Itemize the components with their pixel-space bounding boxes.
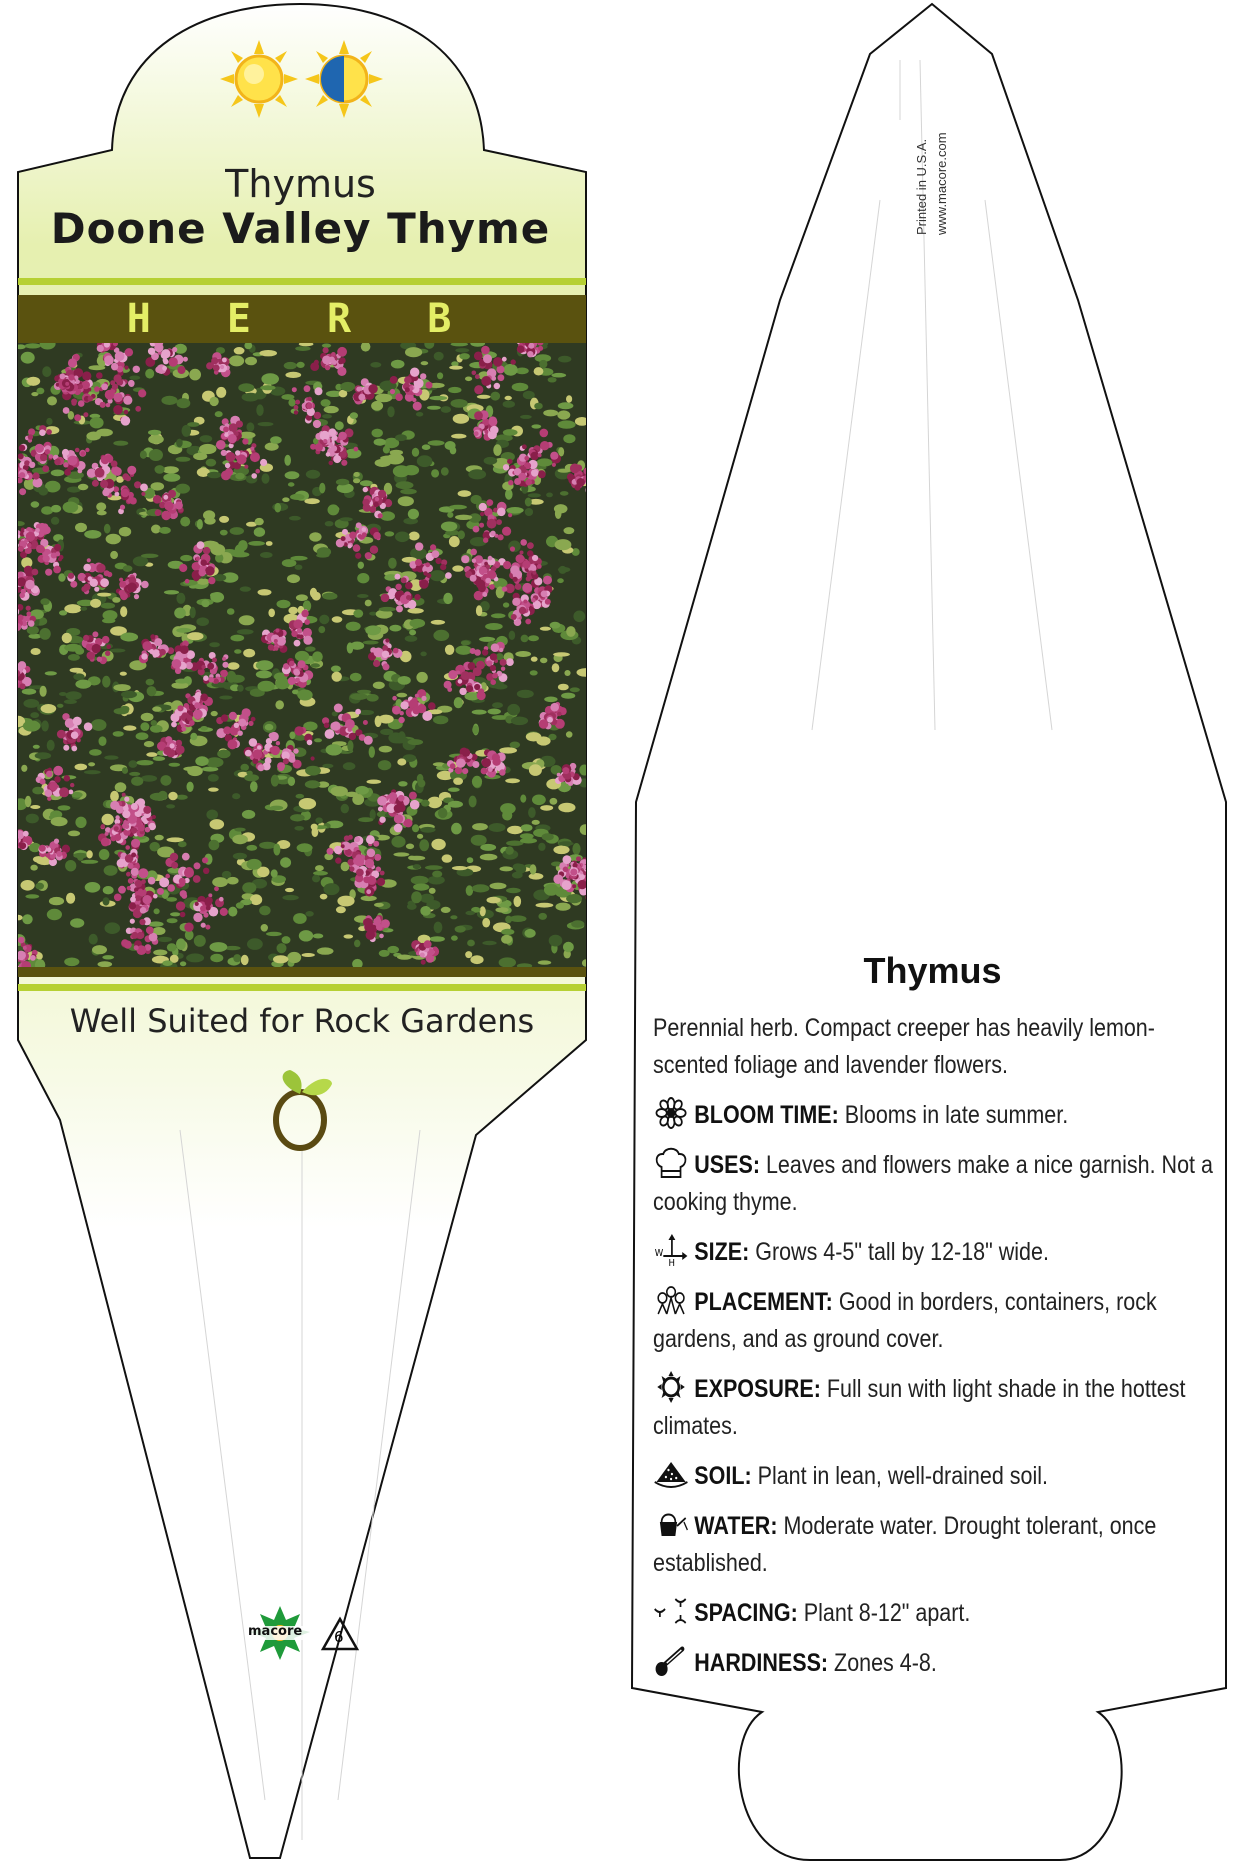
recycle-symbol: [320, 1616, 360, 1652]
attr-text: Good in borders, containers, rock gardens, and as ground cover.: [653, 1288, 1157, 1353]
attr-exposure: [653, 1371, 1225, 1445]
sun-outline-icon: [653, 1371, 689, 1403]
genus-name: Thymus: [225, 162, 376, 206]
attr-label: BLOOM TIME:: [694, 1101, 839, 1129]
attr-size: [653, 1234, 1225, 1271]
tagline: Well Suited for Rock Gardens: [69, 1002, 535, 1040]
watering-can-icon: [653, 1508, 689, 1540]
attr-label: SOIL:: [694, 1462, 752, 1490]
attr-label: WATER:: [694, 1512, 778, 1540]
part-sun-icon: [305, 40, 383, 118]
thermometer-icon: [653, 1645, 689, 1677]
plant-photo: [18, 343, 586, 967]
attr-uses: [653, 1147, 1225, 1221]
attr-text: Leaves and flowers make a nice garnish. Not a cooking thyme.: [653, 1151, 1213, 1216]
attr-placement: [653, 1284, 1225, 1358]
attr-text: Blooms in late summer.: [844, 1101, 1069, 1129]
attr-label: PLACEMENT:: [694, 1288, 833, 1316]
attr-label: SIZE:: [694, 1238, 750, 1266]
photo-bottom-band: [18, 967, 586, 977]
description: Perennial herb. Compact creeper has heavily lemon-scented foliage and lavender flowers.: [653, 1014, 1155, 1079]
attr-text: Moderate water. Drought tolerant, once established.: [653, 1512, 1157, 1577]
full-sun-icon: [220, 40, 298, 118]
seed-logo-icon: [270, 1068, 336, 1152]
plants-icon: [653, 1284, 689, 1316]
recycle-code: 6: [334, 1628, 344, 1646]
attr-label: EXPOSURE:: [694, 1375, 821, 1403]
top-rule: [18, 278, 586, 285]
size-arrows-icon: [653, 1234, 689, 1266]
common-name: Doone Valley Thyme: [50, 204, 551, 253]
category-band: H E R B: [18, 295, 586, 343]
attr-text: Plant 8-12" apart.: [803, 1599, 971, 1627]
attr-soil: [653, 1458, 1225, 1495]
attr-label: SPACING:: [694, 1599, 798, 1627]
attr-text: Full sun with light shade in the hottest climates.: [653, 1375, 1186, 1440]
size-w-label: W: [654, 1247, 664, 1260]
attr-text: Zones 4-8.: [834, 1649, 937, 1677]
size-h-label: H: [668, 1257, 675, 1266]
bottom-rule: [18, 984, 586, 991]
thyme-flowers-image: [18, 343, 586, 967]
macore-brand-text: macore: [248, 1624, 303, 1639]
attr-label: USES:: [694, 1151, 760, 1179]
chef-hat-icon: [653, 1147, 689, 1179]
printed-in-text: Printed in U.S.A.: [914, 138, 929, 235]
macore-logo: [244, 1604, 316, 1667]
back-title: Thymus: [863, 950, 1002, 991]
spacing-icon: [653, 1595, 689, 1627]
flower-icon: [653, 1097, 689, 1129]
soil-icon: [653, 1458, 689, 1490]
attr-bloom-time: [653, 1097, 1225, 1134]
website-text: www.macore.com: [934, 132, 949, 235]
attr-text: Plant in lean, well-drained soil.: [757, 1462, 1049, 1490]
care-info: [653, 1010, 1225, 1695]
attr-spacing: [653, 1595, 1225, 1632]
attr-water: [653, 1508, 1225, 1582]
attr-text: Grows 4-5" tall by 12-18" wide.: [755, 1238, 1049, 1266]
attr-hardiness: [653, 1645, 1225, 1682]
attr-label: HARDINESS:: [694, 1649, 829, 1677]
